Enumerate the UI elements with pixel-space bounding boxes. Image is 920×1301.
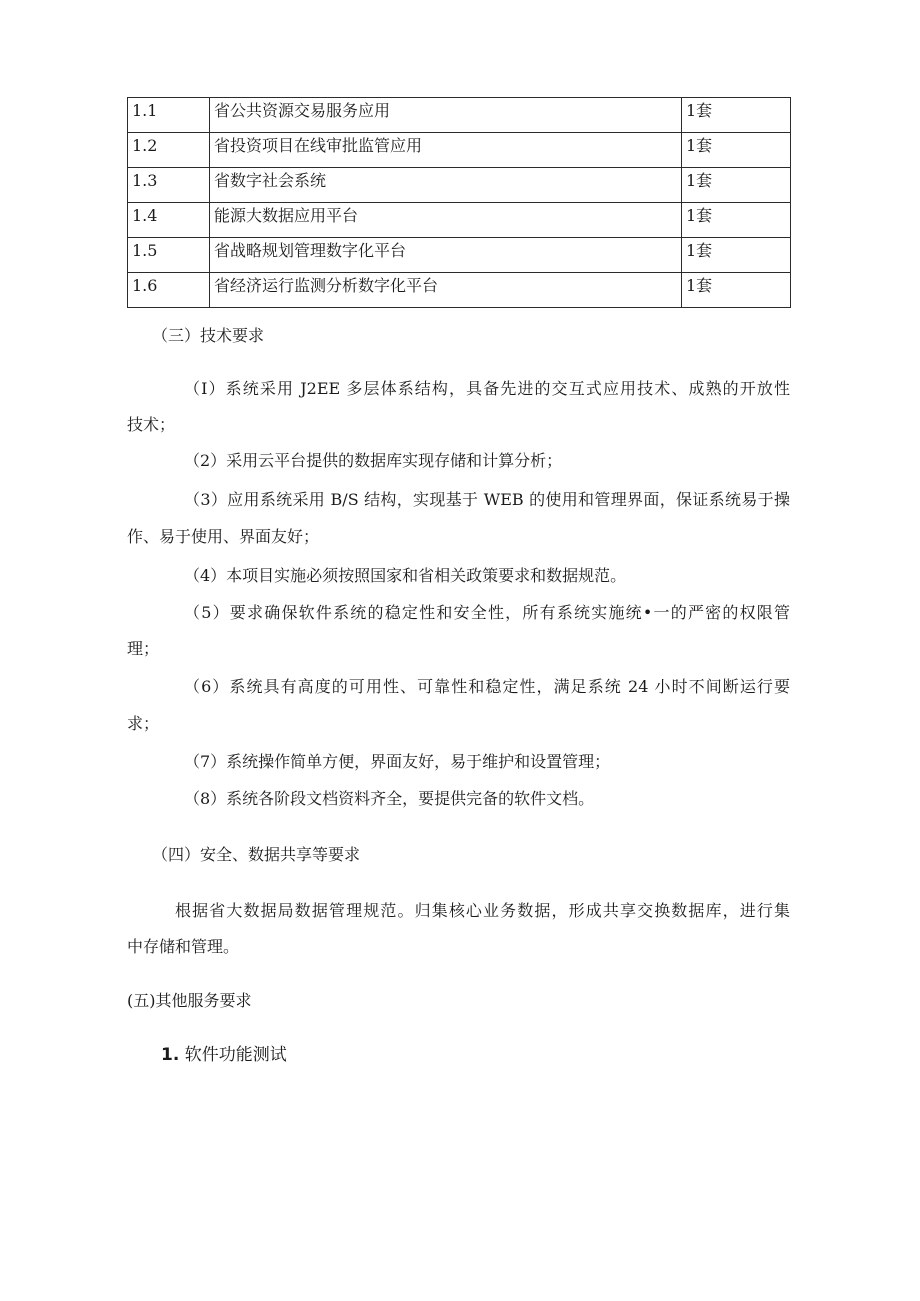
security-paragraph-cont [127,937,790,957]
paragraph-line: 中存储和管理。 [127,937,240,956]
security-paragraph [175,901,790,921]
table-row [128,203,791,238]
table-body [128,98,791,308]
paragraph-line: 作、易于使用、界面友好； [127,527,320,546]
paragraph-line: （6）系统具有高度的可用性、可靠性和稳定性，满足系统 24 小时不间断运行要 [184,677,790,696]
tech-paragraph-5 [184,603,790,623]
cell-quantity: 1套 [682,273,791,308]
cell-quantity: 1套 [682,203,791,238]
tech-paragraph-1 [184,379,790,399]
cell-number: 1.6 [128,273,210,308]
paragraph-line: （5）要求确保软件系统的稳定性和安全性，所有系统实施统•一的严密的权限管 [184,603,790,622]
table-row [128,273,791,308]
list-item-text: 软件功能测试 [184,1045,287,1065]
cell-name: 省经济运行监测分析数字化平台 [210,273,682,308]
cell-name: 省战略规划管理数字化平台 [210,238,682,273]
cell-name: 省公共资源交易服务应用 [210,98,682,133]
tech-paragraph-6-cont [127,714,790,734]
tech-paragraph-3 [184,490,790,510]
cell-quantity: 1套 [682,98,791,133]
section-heading-security: （四）安全、数据共享等要求 [152,845,361,864]
cell-quantity: 1套 [682,238,791,273]
tech-paragraph-1-cont [127,415,790,435]
tech-paragraph-6 [184,677,790,697]
cell-name: 省投资项目在线审批监管应用 [210,133,682,168]
tech-paragraph-3-cont [127,527,790,547]
cell-number: 1.1 [128,98,210,133]
tech-paragraph-8: （8）系统各阶段文档资料齐全，要提供完备的软件文档。 [184,789,595,808]
cell-name: 能源大数据应用平台 [210,203,682,238]
paragraph-line: （I）系统采用 J2EE 多层体系结构，具备先进的交互式应用技术、成熟的开放性 [184,379,790,398]
section-heading-other: (五)其他服务要求 [127,991,252,1010]
requirements-table [127,97,791,308]
table-row [128,168,791,203]
list-item-software-testing [161,1045,287,1065]
paragraph-line: 根据省大数据局数据管理规范。归集核心业务数据，形成共享交换数据库，进行集 [175,901,790,920]
paragraph-line: 求； [127,714,160,733]
tech-paragraph-2: （2）采用云平台提供的数据库实现存储和计算分析； [184,451,563,470]
paragraph-line: （3）应用系统采用 B/S 结构，实现基于 WEB 的使用和管理界面，保证系统易于操 [184,490,790,509]
table-row [128,133,791,168]
paragraph-line: 理； [127,639,160,658]
cell-number: 1.3 [128,168,210,203]
cell-name: 省数字社会系统 [210,168,682,203]
cell-quantity: 1套 [682,168,791,203]
list-item-number: 1. [161,1045,180,1065]
table-row [128,238,791,273]
paragraph-line: 技术； [127,415,176,434]
cell-number: 1.4 [128,203,210,238]
tech-paragraph-4: （4）本项目实施必须按照国家和省相关政策要求和数据规范。 [184,566,627,585]
cell-number: 1.5 [128,238,210,273]
cell-number: 1.2 [128,133,210,168]
tech-paragraph-5-cont [127,639,790,659]
tech-paragraph-7: （7）系统操作简单方便，界面友好，易于维护和设置管理； [184,752,611,771]
table-row [128,98,791,133]
section-heading-tech: （三）技术要求 [152,326,265,345]
cell-quantity: 1套 [682,133,791,168]
